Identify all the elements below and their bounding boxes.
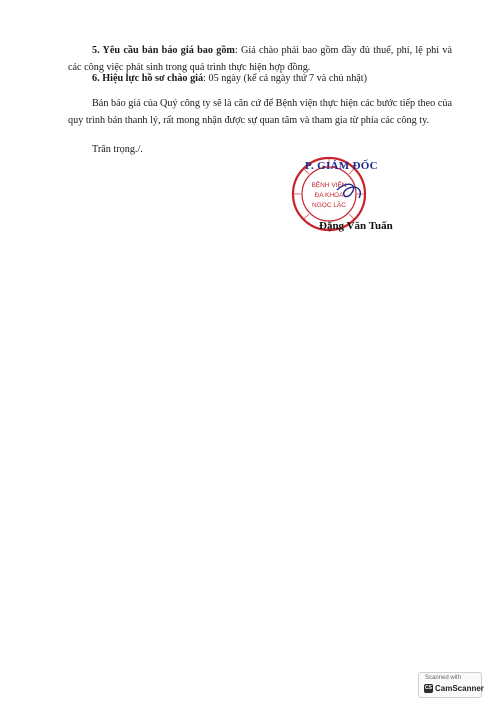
signature-title: P. GIÁM ĐỐC — [305, 160, 378, 172]
item-6-heading: 6. Hiệu lực hồ sơ chào giá — [92, 73, 204, 84]
item-6-paragraph — [68, 70, 452, 87]
item-5-heading: 5. Yêu cầu bản báo giá bao gồm — [92, 45, 235, 56]
signer-name: Đặng Văn Tuấn — [319, 220, 393, 232]
badge-caption: Scanned with — [425, 675, 462, 681]
camscanner-badge — [418, 672, 482, 698]
seal-line-3: NGỌC LẶC — [312, 202, 346, 209]
seal-line-2: ĐA KHOA — [314, 192, 344, 199]
item-6-text: : 05 ngày (kể cả ngày thứ 7 và chủ nhật) — [203, 73, 368, 84]
signature-block — [283, 160, 423, 235]
closing-paragraph: Bản báo giá của Quý công ty sẽ là căn cứ để Bệnh viện thực hiện các bước tiếp theo của quy trình bán thanh lý, rất mong nhận được sự quan tâm và tham gia từ phía các công ty. — [68, 98, 452, 126]
seal-line-1: BỆNH VIỆN — [311, 182, 347, 189]
item-5-text: : Giá chào phải bao gồm đầy đủ thuế, phí, lệ phí và các công việc phát sinh trong quá trình thực hiện hợp đồng. — [68, 45, 452, 73]
camscanner-logo-icon: CS — [425, 685, 432, 691]
badge-app-name: CamScanner — [435, 684, 484, 693]
regards-text: Trân trọng./. — [92, 144, 143, 155]
